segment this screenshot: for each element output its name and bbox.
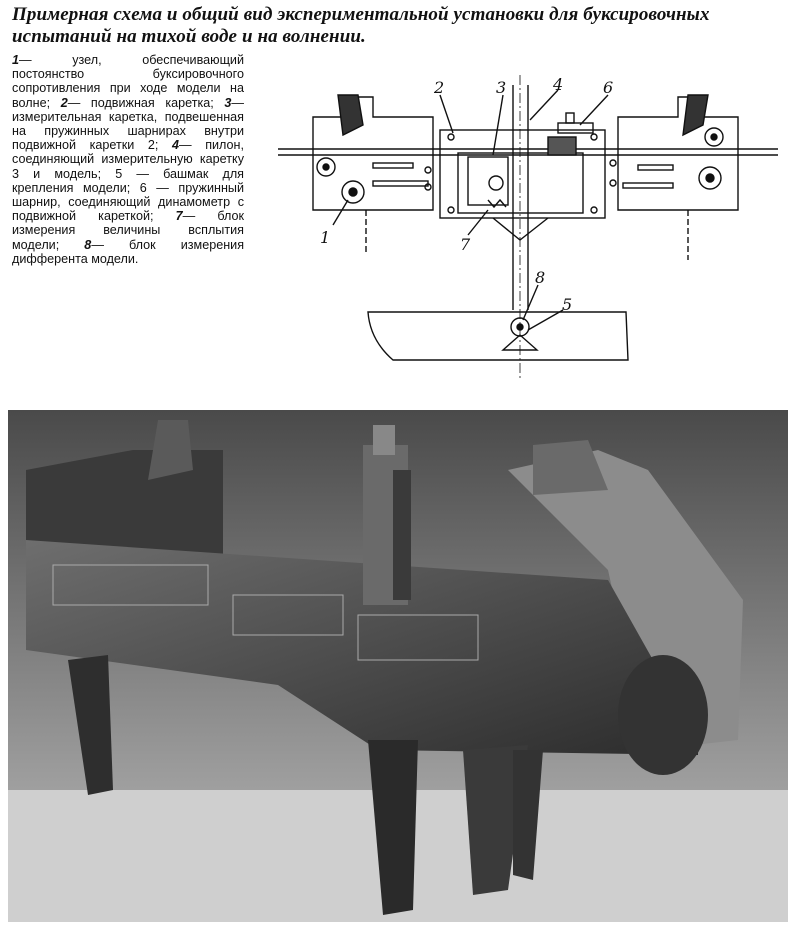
diagram-label-5: 5	[562, 295, 573, 314]
legend-item-2: 2— подвижная каретка;	[60, 95, 225, 110]
legend-item-8: 8— блок измерения дифферента модели.	[12, 237, 245, 266]
legend-item-4: 4— пилон, соединяющий измерительную каретку 3 и модель; 5 — башмак для крепления модели; 6 — пружинный шарнир, соединяющий динамометр с подвижной кареткой;	[12, 138, 244, 224]
legend-item-1: 1— узел, обеспечивающий постоянство буксировочного сопротивления при ходе модели на волне;	[12, 53, 244, 110]
diagram-label-4: 4	[553, 75, 564, 94]
diagram-label-7: 7	[460, 235, 471, 254]
legend-item-3: 3— измерительная каретка, подвешенная на пружинных шарнирах внутри подвижной каретки 2;	[12, 95, 244, 153]
legend-item-7: 7— блок измерения величины всплытия модели;	[12, 209, 245, 252]
installation-photo	[8, 410, 788, 922]
diagram-label-1: 1	[320, 228, 331, 247]
diagram-label-2: 2	[434, 78, 445, 97]
diagram-label-8: 8	[535, 268, 546, 287]
page-title: Примерная схема и общий вид экспериментальной установки для буксировочных испытаний на тихой воде и на волнении.	[12, 4, 710, 47]
diagram-label-6: 6	[603, 78, 614, 97]
diagram-label-3: 3	[496, 78, 507, 97]
schematic-diagram	[258, 75, 788, 385]
legend-text	[12, 53, 244, 266]
